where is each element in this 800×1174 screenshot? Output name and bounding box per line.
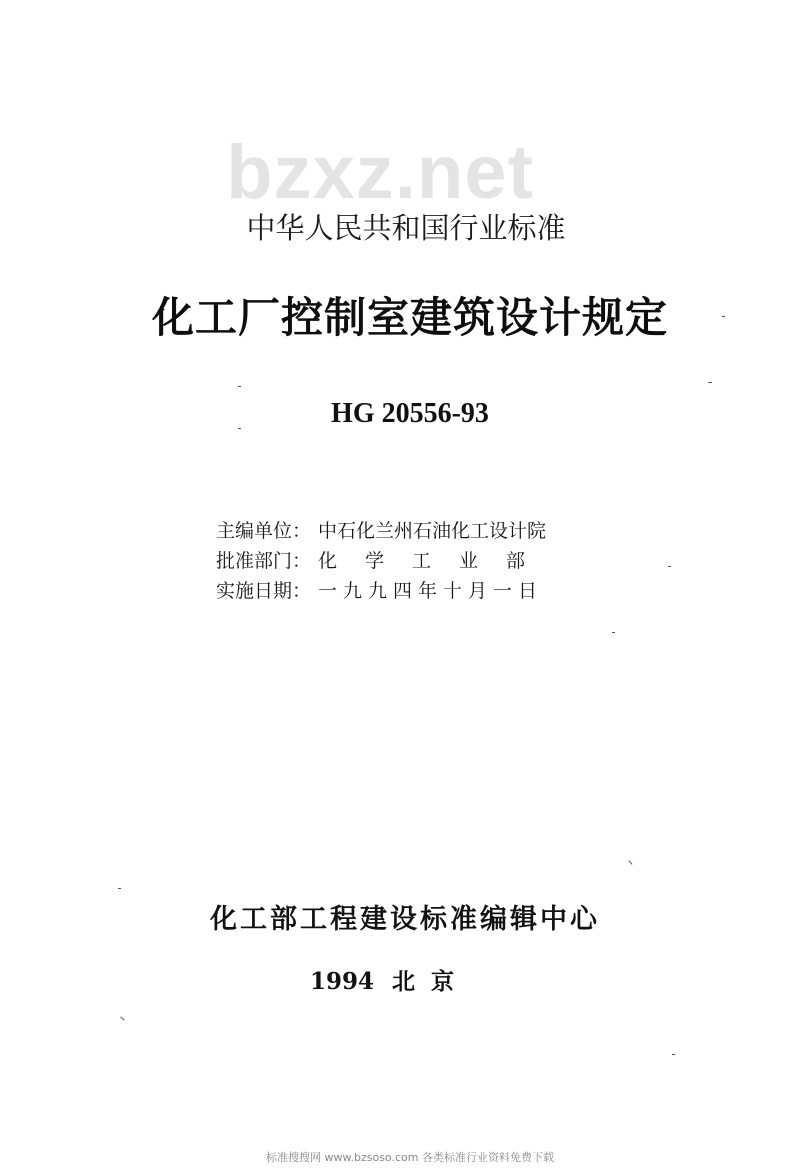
scan-speck <box>118 888 121 889</box>
scan-speck <box>708 382 712 383</box>
approver-row <box>216 546 553 576</box>
editor-row <box>216 516 553 546</box>
publication-year: 1994 <box>309 968 374 995</box>
approver-value: 化学工业部 <box>318 550 554 572</box>
scan-speck <box>722 316 725 317</box>
watermark: bzxz.net <box>226 130 534 215</box>
scan-speck <box>672 1054 675 1055</box>
document-title: 化工厂控制室建筑设计规定 <box>151 293 668 342</box>
scan-speck <box>668 566 671 567</box>
effective-date-value: 一九九四年十月一日 <box>318 580 544 602</box>
effective-date-label: 实施日期： <box>216 580 312 602</box>
publication-place <box>0 964 800 1000</box>
metadata-block <box>216 516 553 606</box>
editor-value: 中石化兰州石油化工设计院 <box>318 520 547 542</box>
publication-city: 北京 <box>392 968 470 995</box>
effective-date-row <box>216 576 553 606</box>
scan-speck <box>120 1017 124 1021</box>
editor-label: 主编单位： <box>216 520 312 542</box>
footer-note: 标准搜搜网 www.bzsoso.com 各类标准行业资料免费下载 <box>266 1151 554 1164</box>
scan-speck <box>629 860 633 864</box>
standard-code: HG 20556-93 <box>331 398 489 429</box>
scan-speck <box>238 428 241 429</box>
publisher-name: 化工部工程建设标准编辑中心 <box>210 904 600 935</box>
approver-label: 批准部门： <box>216 550 312 572</box>
scan-speck <box>238 386 241 387</box>
industry-standard-heading: 中华人民共和国行业标准 <box>246 211 566 245</box>
scan-speck <box>612 632 615 633</box>
